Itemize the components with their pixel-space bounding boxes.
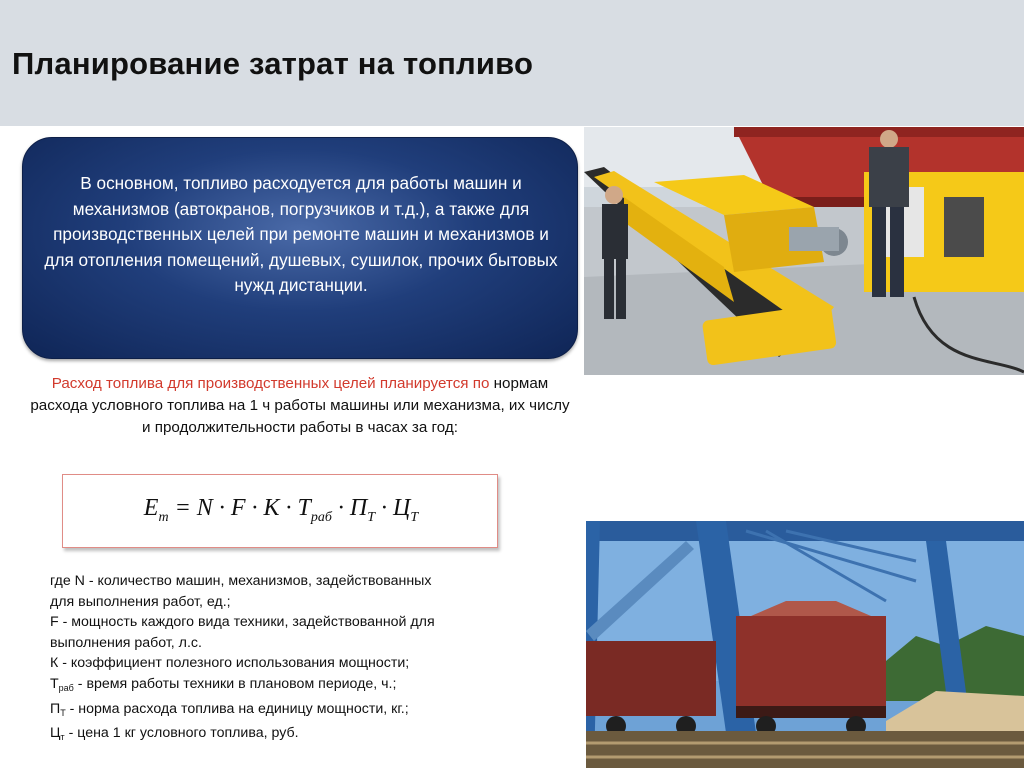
intro-text: В основном, топливо расходуется для работы машин и механизмов (автокранов, погрузчиков и т.д.), а также для производственных целей при ремонте машин и механизмов и для отопления помещений, душевых, сушилок, прочих бытовых нужд дистанции.: [44, 173, 558, 295]
formula-lhs-sub: m: [158, 510, 169, 525]
definition-text: где N - количество машин, механизмов, задействованных: [50, 573, 432, 589]
definition-symbol: П: [50, 700, 61, 717]
definition-line: [50, 723, 520, 748]
formula-dot: ·: [245, 495, 264, 521]
formula-dot: ·: [331, 495, 350, 521]
subtitle-highlight: Расход топлива для производственных целей планируется по: [51, 375, 490, 392]
definition-text: К - коэффициент полезного использования мощности;: [50, 655, 410, 672]
slide-title: Планирование затрат на топливо: [12, 46, 534, 81]
definition-symbol: Ц: [50, 725, 61, 742]
slide-header: [0, 0, 1024, 126]
formula-lhs: E: [143, 495, 159, 521]
formula-n: N: [196, 495, 213, 521]
definition-line: [50, 674, 520, 699]
formula-box: [62, 474, 498, 548]
definition-line: [50, 592, 520, 613]
variable-definitions: [50, 571, 520, 748]
definition-symbol-sub: Т: [60, 707, 66, 718]
fuel-cost-formula: [63, 495, 499, 526]
definition-text: выполнения работ, л.с.: [50, 634, 202, 651]
railcar-photo: [586, 521, 1024, 768]
formula-c-sub: T: [410, 510, 419, 525]
formula-p-sub: T: [367, 510, 376, 525]
formula-p: П: [349, 495, 368, 521]
definition-text: F - мощность каждого вида техники, задействованной для: [50, 614, 435, 631]
definition-line: [50, 571, 520, 592]
formula-k: K: [263, 495, 280, 521]
subtitle-rest: нормам расхода условного топлива на 1 ч работы машины или механизма, их числу и продолжительности работы в часах за год:: [30, 375, 570, 436]
railcar-illustration: [586, 521, 1024, 768]
definition-line: [50, 612, 520, 633]
definition-text: для выполнения работ, ед.;: [50, 593, 231, 610]
intro-callout: [22, 137, 578, 359]
formula-t-sub: раб: [310, 510, 332, 525]
definition-text: - время работы техники в плановом периоде, ч.;: [73, 675, 397, 692]
formula-dot: ·: [279, 495, 298, 521]
conveyor-illustration: [584, 127, 1024, 375]
formula-eq: =: [168, 495, 197, 521]
definition-symbol-sub: т: [60, 732, 65, 743]
definition-line: [50, 653, 520, 674]
conveyor-photo: [584, 127, 1024, 375]
definition-text: - цена 1 кг условного топлива, руб.: [64, 725, 299, 742]
definition-line: [50, 699, 520, 724]
formula-f: F: [230, 495, 246, 521]
definition-line: [50, 633, 520, 654]
definition-text: - норма расхода топлива на единицу мощности, кг.;: [65, 700, 409, 717]
formula-dot: ·: [212, 495, 231, 521]
formula-dot: ·: [375, 495, 394, 521]
definition-symbol: Т: [50, 675, 59, 692]
formula-c: Ц: [393, 495, 411, 521]
formula-t: T: [297, 495, 311, 521]
subtitle-paragraph: [30, 373, 570, 439]
definition-symbol-sub: раб: [58, 682, 74, 693]
